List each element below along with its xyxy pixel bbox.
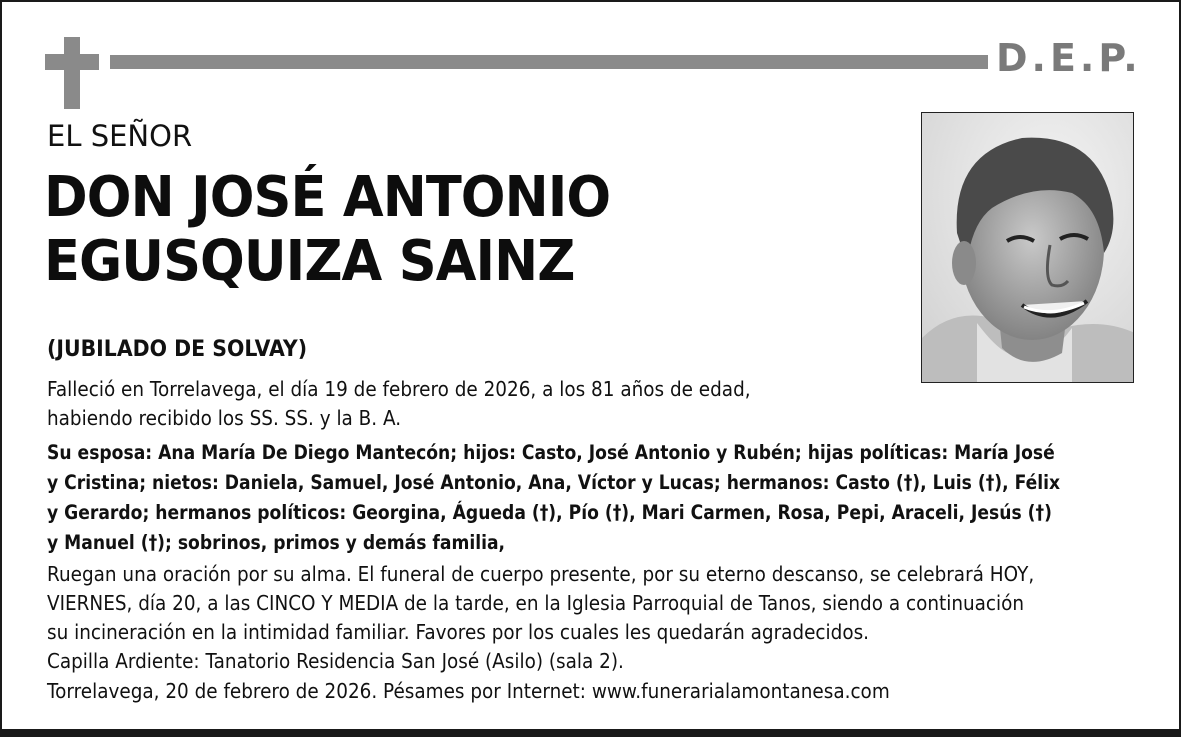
family-list [47,438,1061,558]
name-line-2: EGUSQUIZA SAINZ [44,229,575,294]
header-rule [110,55,988,69]
funeral-details [47,560,1041,676]
funeral-line: su incineración en la intimidad familiar. Favores por los cuales les quedarán agradecidos. [47,620,870,644]
cross-icon [45,37,99,109]
footer-line: Torrelavega, 20 de febrero de 2026. Pésames por Internet: www.funerarialamontanesa.com [47,679,890,703]
death-line: habiendo recibido los SS. SS. y la B. A. [47,406,402,430]
funeral-line: Capilla Ardiente: Tanatorio Residencia San José (Asilo) (sala 2). [47,649,624,673]
family-line: y Gerardo; hermanos políticos: Georgina, Águeda (†), Pío (†), Mari Carmen, Rosa, Pepi, Araceli, Jesús (†) [47,501,1052,524]
death-line: Falleció en Torrelavega, el día 19 de febrero de 2026, a los 81 años de edad, [47,377,751,401]
family-line: Su esposa: Ana María De Diego Mantecón; hijos: Casto, José Antonio y Rubén; hijas políticas: María José [47,441,1055,464]
name-line-1: DON JOSÉ ANTONIO [44,165,611,230]
family-line: y Manuel (†); sobrinos, primos y demás familia, [47,531,506,554]
funeral-line: Ruegan una oración por su alma. El funeral de cuerpo presente, por su eterno descanso, se celebrará HOY, [47,562,1035,586]
portrait-photo [921,112,1134,383]
death-notice [47,375,1041,433]
occupation-subtitle: (JUBILADO DE SOLVAY) [47,337,308,362]
family-line: y Cristina; nietos: Daniela, Samuel, José Antonio, Ana, Víctor y Lucas; hermanos: Casto (†), Luis (†), Félix [47,471,1061,494]
prefix-label: EL SEÑOR [47,119,193,153]
funeral-line: VIERNES, día 20, a las CINCO Y MEDIA de la tarde, en la Iglesia Parroquial de Tanos, siendo a continuación [47,591,1025,615]
dep-heading: D.E.P. [996,36,1142,80]
deceased-name [44,166,610,294]
